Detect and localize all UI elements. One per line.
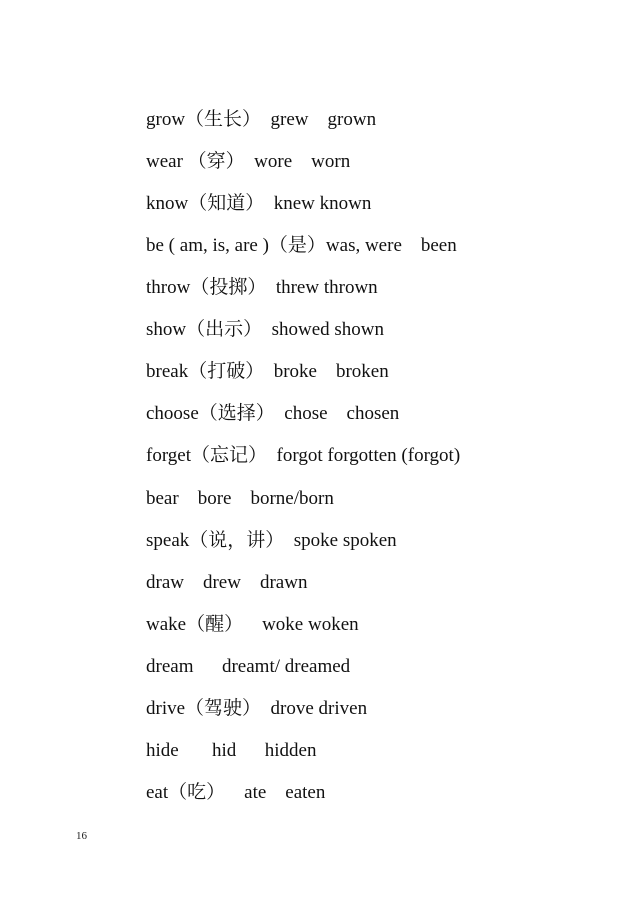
verb-line-wear: wear （穿） wore worn <box>146 151 351 172</box>
verb-line-eat: eat（吃） ate eaten <box>146 782 326 803</box>
verb-line-bear: bear bore borne/born <box>146 488 334 509</box>
verb-line-choose: choose（选择） chose chosen <box>146 403 400 424</box>
verb-line-know: know（知道） knew known <box>146 193 372 214</box>
verb-line-show: show（出示） showed shown <box>146 319 385 340</box>
verb-line-draw: draw drew drawn <box>146 572 308 593</box>
verb-line-wake: wake（醒） woke woken <box>146 614 359 635</box>
verb-line-grow: grow（生长） grew grown <box>146 109 377 130</box>
verb-line-hide: hide hid hidden <box>146 740 317 761</box>
verb-line-throw: throw（投掷） threw thrown <box>146 277 378 298</box>
verb-line-dream: dream dreamt/ dreamed <box>146 656 351 677</box>
verb-line-break: break（打破） broke broken <box>146 361 389 382</box>
verb-line-be: be ( am, is, are )（是）was, were been <box>146 235 457 256</box>
page-number: 16 <box>76 830 87 842</box>
verb-line-speak: speak（说，讲） spoke spoken <box>146 530 397 551</box>
verb-line-forget: forget（忘记） forgot forgotten (forgot) <box>146 445 461 466</box>
verb-line-drive: drive（驾驶） drove driven <box>146 698 368 719</box>
